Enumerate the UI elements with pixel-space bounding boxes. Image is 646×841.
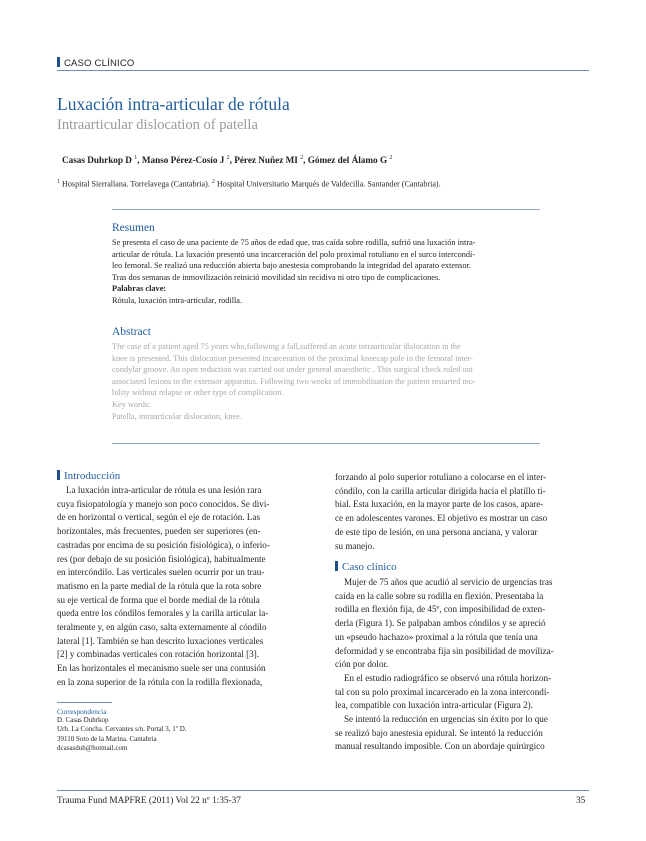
abstract-bottom-rule bbox=[112, 443, 540, 444]
author: Casas Duhrkop D bbox=[62, 155, 132, 166]
page-number: 35 bbox=[576, 796, 586, 806]
keywords-label: Palabras clave: bbox=[112, 284, 167, 294]
affiliations: $^1$ Hospital Sierrallana. Torrelavega (Cantabria). $^2$ Hospital Universitario Marqués de Valdecilla. Santander (Cantabria). bbox=[57, 179, 441, 189]
abstract-text: The case of a patient aged 75 years who,following a fall,suffered an acute intraarticular dislocation in the knee is presented. This dislocation presented incarceration of the proximal kneecap pole in the femoral inter- condylar groove. An open reduction was carried out under general anaesthetic . This surgical check ruled out associated lesions to the extensor apparatus. Following two weeks of immobilisation the patient restarted mo- bility without relapse or other type of complication. Key words: Patella, intraarticular dislocation, knee. bbox=[112, 341, 540, 422]
abstract-heading: Abstract bbox=[112, 326, 151, 338]
correspondence-block: D. Casas Duhrkop Urb. La Concha. Cervantes s/n. Portal 3, 1º D. 39110 Soto de la Marina. Cantabria dcasasduh@hotmail.com bbox=[57, 716, 187, 753]
footer-rule bbox=[57, 790, 589, 791]
caso-clinico-text: Mujer de 75 años que acudió al servicio de urgencias tras caída en la calle sobre su rodilla en flexión. Presentaba la rodilla en flexión fija, de 45º, con imposibilidad de exten- derla (Figura 1). Se palpaban ambos cóndilos y se apreció un «pseudo hachazo» proximal a la rótula que tenía una deformidad y se encontraba fija sin posibilidad de moviliza- ción por dolor. En el estudio radiográfico se observó una rótula horizon- tal con su polo proximal incarcerado en la zona intercondí- lea, compatible con luxación intra-articular (Figura 2). Se intentó la reducción en urgencias sin éxito por lo que se realizó bajo anestesia epidural. Se intentó la reducción manual resultando imposible. Con un abordaje quirúrgico bbox=[335, 577, 554, 752]
resumen-text: Se presenta el caso de una paciente de 75 años de edad que, tras caída sobre rodilla, sufrió una luxación intra- articular de rótula. La luxación presentó una incarceración del polo proximal rotuliano en el surco intercondí- leo femoral. Se realizó una reducción abierta bajo anestesia comprobando la integridad del aparato extensor. Tras dos semanas de inmovilización reinició movilidad sin recidiva ni otro tipo de complicaciones. Palabras clave: Rótula, luxación intra-articular, rodilla. bbox=[112, 237, 540, 307]
correspondence-heading: Correspondencia bbox=[57, 707, 107, 716]
correspondence-rule bbox=[57, 702, 112, 703]
section-tag: CASO CLÍNICO bbox=[57, 57, 135, 69]
affiliation: Hospital Universitario Marqués de Valdecilla. Santander (Cantabria). bbox=[216, 179, 441, 189]
caso-clinico-heading: Caso clínico bbox=[335, 561, 397, 573]
keywords: Patella, intraarticular dislocation, knee. bbox=[112, 411, 242, 421]
header-rule bbox=[57, 70, 589, 71]
journal-citation: Trauma Fund MAPFRE (2011) Vol 22 nº 1:35-37 bbox=[57, 796, 241, 806]
email-link[interactable]: dcasasduh@hotmail.com bbox=[57, 744, 128, 753]
author: Manso Pérez-Cosío J bbox=[141, 155, 225, 166]
section-marker-icon bbox=[335, 561, 338, 571]
section-marker-icon bbox=[57, 57, 60, 67]
article-title: Luxación intra-articular de rótula bbox=[57, 94, 290, 114]
author: Pérez Nuñez MI bbox=[234, 155, 298, 166]
section-marker-icon bbox=[57, 470, 60, 480]
author-list: Casas Duhrkop D $^1$, Manso Pérez-Cosío J $^2$, Pérez Nuñez MI $^2$, Gómez del Álamo G $^2$ bbox=[62, 155, 393, 166]
author: Gómez del Álamo G bbox=[307, 155, 388, 166]
keywords: Rótula, luxación intra-articular, rodilla. bbox=[112, 295, 243, 305]
introduccion-text: La luxación intra-articular de rótula es una lesión rara cuya fisiopatología y manejo son poco conocidos. Se divi- de en horizontal o vertical, según el eje de rotación. Las horizontales, más frecuentes, pueden ser superiores (en- castradas por encima de su posición fisiológica), o inferio- res (por debajo de su posición fisiológica), habitualmente en intercóndilo. Las verticales suelen ocurrir por un trau- matismo en la parte medial de la rótula que la rota sobre su eje vertical de forma que el borde medial de la rótula queda entre los cóndilos femorales y la carilla articular la- teralmente y, en algún caso, salta externamente al cóndilo lateral [1]. También se han descrito luxaciones verticales [2] y combinadas verticales con rotación horizontal [3]. En las horizontales el mecanismo suele ser una contusión en la zona superior de la rótula con la rodilla flexionada, bbox=[57, 485, 270, 687]
article-subtitle: Intraarticular dislocation of patella bbox=[57, 117, 258, 133]
introduccion-heading: Introducción bbox=[57, 470, 120, 482]
introduccion-continued: forzando al polo superior rotuliano a colocarse en el inter- cóndilo, con la carilla articular dirigida hacia el platillo ti- bial. Esta luxación, en la mayor parte de los casos, apare- ce en adolescentes varones. El objetivo es mostrar un caso de este tipo de lesión, en una persona anciana, y valorar su manejo. bbox=[335, 472, 548, 551]
keywords-label: Key words: bbox=[112, 399, 151, 409]
resumen-heading: Resumen bbox=[112, 222, 155, 234]
affiliation: Hospital Sierrallana. Torrelavega (Cantabria). bbox=[62, 179, 210, 189]
abstract-top-rule bbox=[112, 209, 540, 210]
